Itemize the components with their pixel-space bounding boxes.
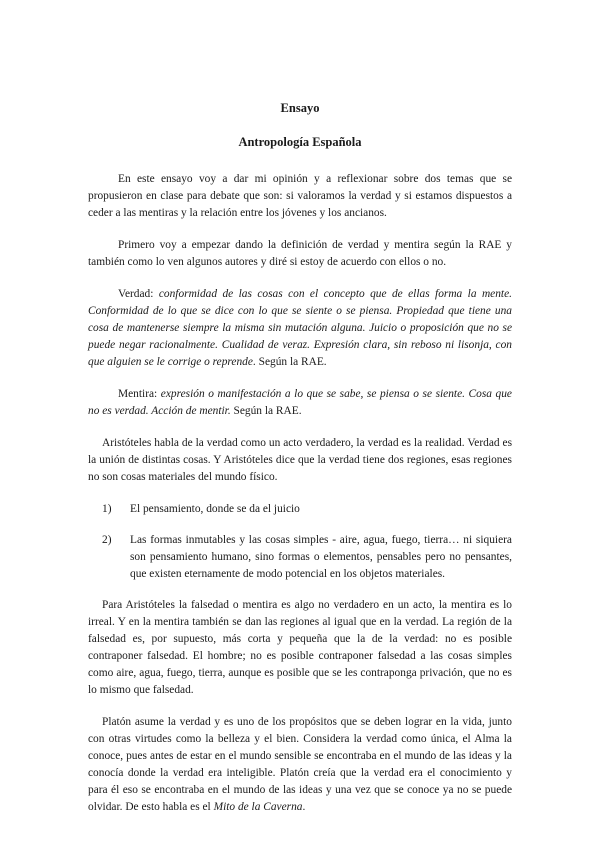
verdad-source: . Según la RAE. bbox=[252, 356, 327, 368]
mito-caverna: Mito de la Caverna bbox=[213, 801, 303, 813]
platon-text: Platón asume la verdad y es uno de los propósitos que se deben lograr en la vida, junto con otras virtudes como la belleza y el bien. Considera la verdad como única, el Alma la conoce, pues antes de estar en el mundo sensible se encontraba en el mundo de las ideas y la conocía donde la verdad era inteligible. Platón creía que la verdad era el conocimiento y para él eso se encontraba en el mundo de las ideas y una vez que se conoce ya no se puede olvidar. De esto habla es el bbox=[88, 716, 512, 813]
list-item bbox=[88, 532, 512, 583]
intro-paragraph: En este ensayo voy a dar mi opinión y a reflexionar sobre dos temas que se propusieron en clase para debate que son: si valoramos la verdad y si estamos dispuestos a ceder a las mentiras y la relación entre los jóvenes y los ancianos. bbox=[88, 173, 512, 219]
mentira-label: Mentira: bbox=[118, 388, 161, 400]
list-item-number: 1) bbox=[102, 503, 112, 515]
falsedad-paragraph: Para Aristóteles la falsedad o mentira es algo no verdadero en un acto, la mentira es lo irreal. Y en la mentira también se dan las regiones al igual que en la verdad. La región de la falsedad es, por supuesto, más corta y pequeña que la de la verdad: no es posible contraponer falsedad. El hombre; no es posible contraponer falsedad a las cosas simples como aire, agua, fuego, tierra, aunque es posible que se les contraponga privación, que no es lo mismo que falsedad. bbox=[88, 599, 512, 696]
list-item bbox=[88, 501, 512, 518]
essay-title: Ensayo bbox=[280, 101, 320, 115]
verdad-definition bbox=[88, 286, 512, 371]
list-item-number: 2) bbox=[102, 534, 112, 546]
regions-list bbox=[88, 501, 512, 583]
verdad-label: Verdad: bbox=[118, 288, 159, 300]
aristoteles-paragraph: Aristóteles habla de la verdad como un acto verdadero, la verdad es la realidad. Verdad es la unión de distintas cosas. Y Aristóteles dice que la verdad tiene dos regiones, esas regiones no son cosas materiales del mundo físico. bbox=[88, 437, 512, 483]
mentira-definition-text: expresión o manifestación a lo que se sabe, se piensa o se siente. Cosa que no es verdad. Acción de mentir. bbox=[88, 388, 512, 417]
mentira-definition bbox=[88, 386, 512, 420]
paragraph-definitions-intro: Primero voy a empezar dando la definición de verdad y mentira según la RAE y también como lo ven algunos autores y diré si estoy de acuerdo con ellos o no. bbox=[88, 239, 512, 268]
essay-subtitle: Antropología Española bbox=[238, 135, 362, 149]
list-item-text: Las formas inmutables y las cosas simples - aire, agua, fuego, tierra… ni siquiera son pensamiento humano, sino formas o elementos, pensables pero no pensantes, que existen eternamente de modo potencial en los objetos materiales. bbox=[130, 534, 512, 580]
mentira-source: Según la RAE. bbox=[230, 405, 302, 417]
list-item-text: El pensamiento, donde se da el juicio bbox=[130, 503, 300, 515]
platon-end: . bbox=[302, 801, 306, 813]
platon-paragraph bbox=[88, 714, 512, 816]
verdad-definition-text: conformidad de las cosas con el concepto que de ellas forma la mente. Conformidad de lo que se dice con lo que se siente o se piensa. Propiedad que tiene una cosa de mantenerse siempre la misma sin mutación alguna. Juicio o proposición que no se puede negar racionalmente. Cualidad de veraz. Expresión clara, sin reboso ni lisonja, con que alguien se le corrige o reprende bbox=[88, 288, 512, 368]
